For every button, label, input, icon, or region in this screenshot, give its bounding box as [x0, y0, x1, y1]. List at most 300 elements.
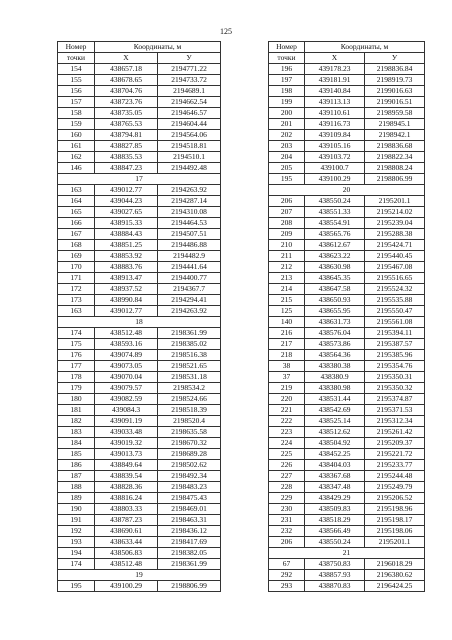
point-number: 38 — [269, 361, 305, 372]
table-row — [269, 559, 425, 570]
table-row — [58, 405, 221, 416]
point-number: 184 — [58, 438, 95, 449]
table-row — [269, 339, 425, 350]
coord-y: 2195198.96 — [365, 504, 425, 515]
group-row — [58, 317, 221, 328]
point-number: 155 — [58, 75, 95, 86]
coord-y: 2196380.62 — [365, 570, 425, 581]
table-row — [269, 570, 425, 581]
coord-y: 2198417.69 — [158, 537, 221, 548]
coord-y: 2194464.53 — [158, 218, 221, 229]
point-number: 195 — [58, 581, 95, 592]
table-row — [269, 97, 425, 108]
coord-x: 438633.44 — [95, 537, 158, 548]
coord-y: 2198836.68 — [365, 141, 425, 152]
coord-y: 2195201.1 — [365, 196, 425, 207]
coord-x: 438816.24 — [95, 493, 158, 504]
coord-y: 2195209.37 — [365, 438, 425, 449]
point-number: 176 — [58, 350, 95, 361]
table-row — [58, 383, 221, 394]
point-number: 164 — [58, 196, 95, 207]
point-number: 168 — [58, 240, 95, 251]
point-number: 174 — [58, 559, 95, 570]
table-header-row — [58, 53, 221, 64]
header-coordinates: Координаты, м — [305, 42, 425, 53]
coordinates-table-left — [57, 41, 221, 592]
coord-x: 439181.91 — [305, 75, 365, 86]
table-row — [269, 493, 425, 504]
coord-y: 2194287.14 — [158, 196, 221, 207]
table-row — [58, 284, 221, 295]
table-row — [269, 218, 425, 229]
group-number: 18 — [58, 317, 221, 328]
coord-y: 2195440.45 — [365, 251, 425, 262]
coord-x: 439013.73 — [95, 449, 158, 460]
point-number: 170 — [58, 262, 95, 273]
coord-y: 2195239.04 — [365, 218, 425, 229]
table-row — [269, 119, 425, 130]
coord-y: 2195385.96 — [365, 350, 425, 361]
table-row — [269, 75, 425, 86]
point-number: 205 — [269, 163, 305, 174]
coord-y: 2198516.38 — [158, 350, 221, 361]
coord-y: 2198806.99 — [158, 581, 221, 592]
point-number: 37 — [269, 372, 305, 383]
point-number: 231 — [269, 515, 305, 526]
coord-x: 438518.29 — [305, 515, 365, 526]
table-row — [269, 504, 425, 515]
point-number: 220 — [269, 394, 305, 405]
coord-y: 2198436.12 — [158, 526, 221, 537]
table-row — [269, 581, 425, 592]
coord-y: 2195467.08 — [365, 262, 425, 273]
point-number: 223 — [269, 427, 305, 438]
coord-y: 2196424.25 — [365, 581, 425, 592]
table-row — [58, 163, 221, 174]
coord-y: 2194441.64 — [158, 262, 221, 273]
header-y: У — [365, 53, 425, 64]
coord-y: 2194294.41 — [158, 295, 221, 306]
coord-y: 2196018.29 — [365, 559, 425, 570]
coord-x: 438380.9 — [305, 372, 365, 383]
coord-y: 2194689.1 — [158, 86, 221, 97]
table-row — [269, 251, 425, 262]
coord-y: 2195354.76 — [365, 361, 425, 372]
point-number: 224 — [269, 438, 305, 449]
table-row — [269, 108, 425, 119]
table-row — [58, 141, 221, 152]
coord-y: 2195516.65 — [365, 273, 425, 284]
coord-y: 2198524.66 — [158, 394, 221, 405]
coord-x: 438827.85 — [95, 141, 158, 152]
point-number: 206 — [269, 537, 305, 548]
coord-y: 2195387.57 — [365, 339, 425, 350]
coord-x: 438509.83 — [305, 504, 365, 515]
table-header-row — [58, 42, 221, 53]
coord-y: 2198483.23 — [158, 482, 221, 493]
coord-x: 438506.83 — [95, 548, 158, 559]
point-number: 154 — [58, 64, 95, 75]
group-number: 21 — [269, 548, 425, 559]
point-number: 226 — [269, 460, 305, 471]
point-number: 160 — [58, 130, 95, 141]
coord-x: 438647.58 — [305, 284, 365, 295]
table-row — [269, 64, 425, 75]
point-number: 162 — [58, 152, 95, 163]
table-row — [269, 394, 425, 405]
coord-y: 2198502.62 — [158, 460, 221, 471]
coord-x: 438623.22 — [305, 251, 365, 262]
table-row — [269, 460, 425, 471]
coord-y: 2198635.58 — [158, 427, 221, 438]
table-row — [58, 559, 221, 570]
group-row — [58, 570, 221, 581]
coord-y: 2195561.08 — [365, 317, 425, 328]
table-row — [58, 339, 221, 350]
point-number: 187 — [58, 471, 95, 482]
coord-y: 2195550.47 — [365, 306, 425, 317]
table-row — [58, 471, 221, 482]
coord-y: 2194662.54 — [158, 97, 221, 108]
point-number: 192 — [58, 526, 95, 537]
point-number: 214 — [269, 284, 305, 295]
coord-y: 2194482.9 — [158, 251, 221, 262]
table-row — [58, 493, 221, 504]
coord-x: 439116.73 — [305, 119, 365, 130]
coord-x: 438678.65 — [95, 75, 158, 86]
coord-y: 2195198.17 — [365, 515, 425, 526]
point-number: 175 — [58, 339, 95, 350]
table-row — [58, 427, 221, 438]
coord-y: 2195350.32 — [365, 383, 425, 394]
coord-y: 2198945.1 — [365, 119, 425, 130]
group-number: 17 — [58, 174, 221, 185]
coord-x: 438612.67 — [305, 240, 365, 251]
coord-x: 438512.48 — [95, 328, 158, 339]
coord-y: 2199016.51 — [365, 97, 425, 108]
group-number: 20 — [269, 185, 425, 196]
coord-x: 439070.04 — [95, 372, 158, 383]
point-number: 211 — [269, 251, 305, 262]
table-row — [269, 317, 425, 328]
point-number: 183 — [58, 427, 95, 438]
table-row — [269, 471, 425, 482]
header-x: X — [95, 53, 158, 64]
point-number: 196 — [269, 64, 305, 75]
coord-x: 438512.62 — [305, 427, 365, 438]
coord-x: 438803.33 — [95, 504, 158, 515]
header-number: Номер — [269, 42, 305, 53]
coord-x: 438884.43 — [95, 229, 158, 240]
coord-y: 2199016.63 — [365, 86, 425, 97]
coord-x: 439027.65 — [95, 207, 158, 218]
table-row — [58, 361, 221, 372]
table-row — [269, 405, 425, 416]
coord-x: 438542.69 — [305, 405, 365, 416]
group-row — [58, 174, 221, 185]
table-row — [58, 438, 221, 449]
table-row — [58, 328, 221, 339]
point-number: 182 — [58, 416, 95, 427]
coord-y: 2198670.32 — [158, 438, 221, 449]
point-number: 201 — [269, 119, 305, 130]
table-row — [269, 284, 425, 295]
table-row — [58, 273, 221, 284]
coord-y: 2198475.43 — [158, 493, 221, 504]
point-number: 229 — [269, 493, 305, 504]
coord-x: 439110.61 — [305, 108, 365, 119]
table-row — [58, 350, 221, 361]
point-number: 185 — [58, 449, 95, 460]
table-row — [269, 537, 425, 548]
table-row — [269, 350, 425, 361]
point-number: 158 — [58, 108, 95, 119]
table-row — [58, 306, 221, 317]
table-row — [269, 196, 425, 207]
point-number: 169 — [58, 251, 95, 262]
table-row — [58, 372, 221, 383]
coord-y: 2195350.31 — [365, 372, 425, 383]
coord-x: 438380.98 — [305, 383, 365, 394]
coord-x: 439012.77 — [95, 185, 158, 196]
group-number: 19 — [58, 570, 221, 581]
coord-x: 438531.44 — [305, 394, 365, 405]
coord-x: 438566.49 — [305, 526, 365, 537]
point-number: 186 — [58, 460, 95, 471]
coord-y: 2194263.92 — [158, 306, 221, 317]
point-number: 194 — [58, 548, 95, 559]
point-number: 208 — [269, 218, 305, 229]
table-row — [58, 218, 221, 229]
coord-x: 439113.13 — [305, 97, 365, 108]
coord-y: 2195233.77 — [365, 460, 425, 471]
coord-y: 2198463.31 — [158, 515, 221, 526]
header-y: У — [158, 53, 221, 64]
coord-x: 438657.18 — [95, 64, 158, 75]
coord-y: 2194400.77 — [158, 273, 221, 284]
coord-x: 438550.24 — [305, 537, 365, 548]
coord-x: 439178.23 — [305, 64, 365, 75]
coord-x: 438990.84 — [95, 295, 158, 306]
table-row — [269, 427, 425, 438]
point-number: 174 — [58, 328, 95, 339]
page-number: 125 — [220, 27, 232, 36]
point-number: 177 — [58, 361, 95, 372]
point-number: 165 — [58, 207, 95, 218]
table-row — [269, 361, 425, 372]
coord-x: 439074.89 — [95, 350, 158, 361]
coord-x: 438690.61 — [95, 526, 158, 537]
table-row — [269, 273, 425, 284]
point-number: 212 — [269, 262, 305, 273]
coord-x: 438554.91 — [305, 218, 365, 229]
point-number: 232 — [269, 526, 305, 537]
coord-x: 438847.23 — [95, 163, 158, 174]
coord-y: 2198836.84 — [365, 64, 425, 75]
table-row — [58, 449, 221, 460]
coord-y: 2195244.48 — [365, 471, 425, 482]
point-number: 159 — [58, 119, 95, 130]
table-row — [58, 240, 221, 251]
coord-y: 2198361.99 — [158, 559, 221, 570]
coord-x: 439082.59 — [95, 394, 158, 405]
point-number: 195 — [269, 174, 305, 185]
point-number: 181 — [58, 405, 95, 416]
table-row — [58, 97, 221, 108]
coord-y: 2194771.22 — [158, 64, 221, 75]
point-number: 198 — [269, 86, 305, 97]
coord-x: 438787.23 — [95, 515, 158, 526]
point-number: 197 — [269, 75, 305, 86]
coord-x: 438883.76 — [95, 262, 158, 273]
coord-x: 438512.48 — [95, 559, 158, 570]
point-number: 179 — [58, 383, 95, 394]
coord-y: 2198919.73 — [365, 75, 425, 86]
point-number: 293 — [269, 581, 305, 592]
point-number: 203 — [269, 141, 305, 152]
point-number: 173 — [58, 295, 95, 306]
table-row — [269, 482, 425, 493]
point-number: 230 — [269, 504, 305, 515]
coord-x: 438870.83 — [305, 581, 365, 592]
point-number: 225 — [269, 449, 305, 460]
coord-y: 2194733.72 — [158, 75, 221, 86]
coord-y: 2198534.2 — [158, 383, 221, 394]
table-row — [58, 64, 221, 75]
table-row — [58, 548, 221, 559]
coord-x: 439019.32 — [95, 438, 158, 449]
table-row — [269, 152, 425, 163]
table-row — [58, 394, 221, 405]
coord-x: 438839.54 — [95, 471, 158, 482]
coord-x: 438915.33 — [95, 218, 158, 229]
coord-y: 2195535.88 — [365, 295, 425, 306]
coord-y: 2194604.44 — [158, 119, 221, 130]
table-row — [269, 262, 425, 273]
table-row — [58, 295, 221, 306]
coord-y: 2194510.1 — [158, 152, 221, 163]
coord-y: 2198521.65 — [158, 361, 221, 372]
coord-y: 2195374.87 — [365, 394, 425, 405]
coord-y: 2198942.1 — [365, 130, 425, 141]
coord-x: 438765.53 — [95, 119, 158, 130]
coord-y: 2198808.24 — [365, 163, 425, 174]
table-header-row — [269, 53, 425, 64]
point-number: 221 — [269, 405, 305, 416]
table-row — [269, 449, 425, 460]
point-number: 167 — [58, 229, 95, 240]
coord-x: 439012.77 — [95, 306, 158, 317]
table-row — [58, 229, 221, 240]
coord-x: 439140.84 — [305, 86, 365, 97]
table-row — [58, 581, 221, 592]
coord-x: 438504.92 — [305, 438, 365, 449]
coord-x: 438576.04 — [305, 328, 365, 339]
point-number: 219 — [269, 383, 305, 394]
point-number: 188 — [58, 482, 95, 493]
table-row — [58, 460, 221, 471]
point-number: 292 — [269, 570, 305, 581]
point-number: 207 — [269, 207, 305, 218]
coord-y: 2198520.4 — [158, 416, 221, 427]
point-number: 200 — [269, 108, 305, 119]
point-number: 199 — [269, 97, 305, 108]
coord-x: 439100.29 — [95, 581, 158, 592]
coord-x: 438631.73 — [305, 317, 365, 328]
point-number: 218 — [269, 350, 305, 361]
coord-x: 439103.72 — [305, 152, 365, 163]
table-row — [58, 515, 221, 526]
coord-x: 439044.23 — [95, 196, 158, 207]
group-row — [269, 185, 425, 196]
table-row — [269, 306, 425, 317]
table-row — [58, 75, 221, 86]
coord-x: 438835.53 — [95, 152, 158, 163]
table-row — [269, 130, 425, 141]
point-number: 206 — [269, 196, 305, 207]
point-number: 204 — [269, 152, 305, 163]
point-number: 166 — [58, 218, 95, 229]
coord-x: 438380.38 — [305, 361, 365, 372]
coord-y: 2194310.08 — [158, 207, 221, 218]
coord-y: 2198492.34 — [158, 471, 221, 482]
coord-y: 2194518.81 — [158, 141, 221, 152]
header-point: точки — [269, 53, 305, 64]
coord-x: 438828.36 — [95, 482, 158, 493]
coord-y: 2198689.28 — [158, 449, 221, 460]
table-row — [58, 119, 221, 130]
table-row — [58, 152, 221, 163]
table-row — [269, 295, 425, 306]
coord-y: 2195249.79 — [365, 482, 425, 493]
header-point: точки — [58, 53, 95, 64]
coord-y: 2198806.99 — [365, 174, 425, 185]
point-number: 213 — [269, 273, 305, 284]
coord-y: 2198361.99 — [158, 328, 221, 339]
coord-x: 439073.05 — [95, 361, 158, 372]
coord-y: 2194492.48 — [158, 163, 221, 174]
point-number: 172 — [58, 284, 95, 295]
coord-x: 439033.48 — [95, 427, 158, 438]
point-number: 193 — [58, 537, 95, 548]
coord-x: 438849.64 — [95, 460, 158, 471]
coord-x: 438404.03 — [305, 460, 365, 471]
coord-x: 438347.48 — [305, 482, 365, 493]
coord-x: 438723.76 — [95, 97, 158, 108]
coord-y: 2195524.32 — [365, 284, 425, 295]
coord-x: 438913.47 — [95, 273, 158, 284]
coord-y: 2194507.51 — [158, 229, 221, 240]
coord-y: 2195201.1 — [365, 537, 425, 548]
coord-x: 438655.95 — [305, 306, 365, 317]
point-number: 228 — [269, 482, 305, 493]
coord-y: 2198822.34 — [365, 152, 425, 163]
point-number: 180 — [58, 394, 95, 405]
table-row — [58, 185, 221, 196]
point-number: 156 — [58, 86, 95, 97]
coord-y: 2195394.11 — [365, 328, 425, 339]
coord-y: 2195288.38 — [365, 229, 425, 240]
point-number: 210 — [269, 240, 305, 251]
point-number: 209 — [269, 229, 305, 240]
coord-x: 439079.57 — [95, 383, 158, 394]
coord-x: 439091.19 — [95, 416, 158, 427]
table-row — [269, 207, 425, 218]
coord-x: 438452.25 — [305, 449, 365, 460]
table-row — [269, 86, 425, 97]
coord-x: 438650.93 — [305, 295, 365, 306]
table-row — [269, 240, 425, 251]
